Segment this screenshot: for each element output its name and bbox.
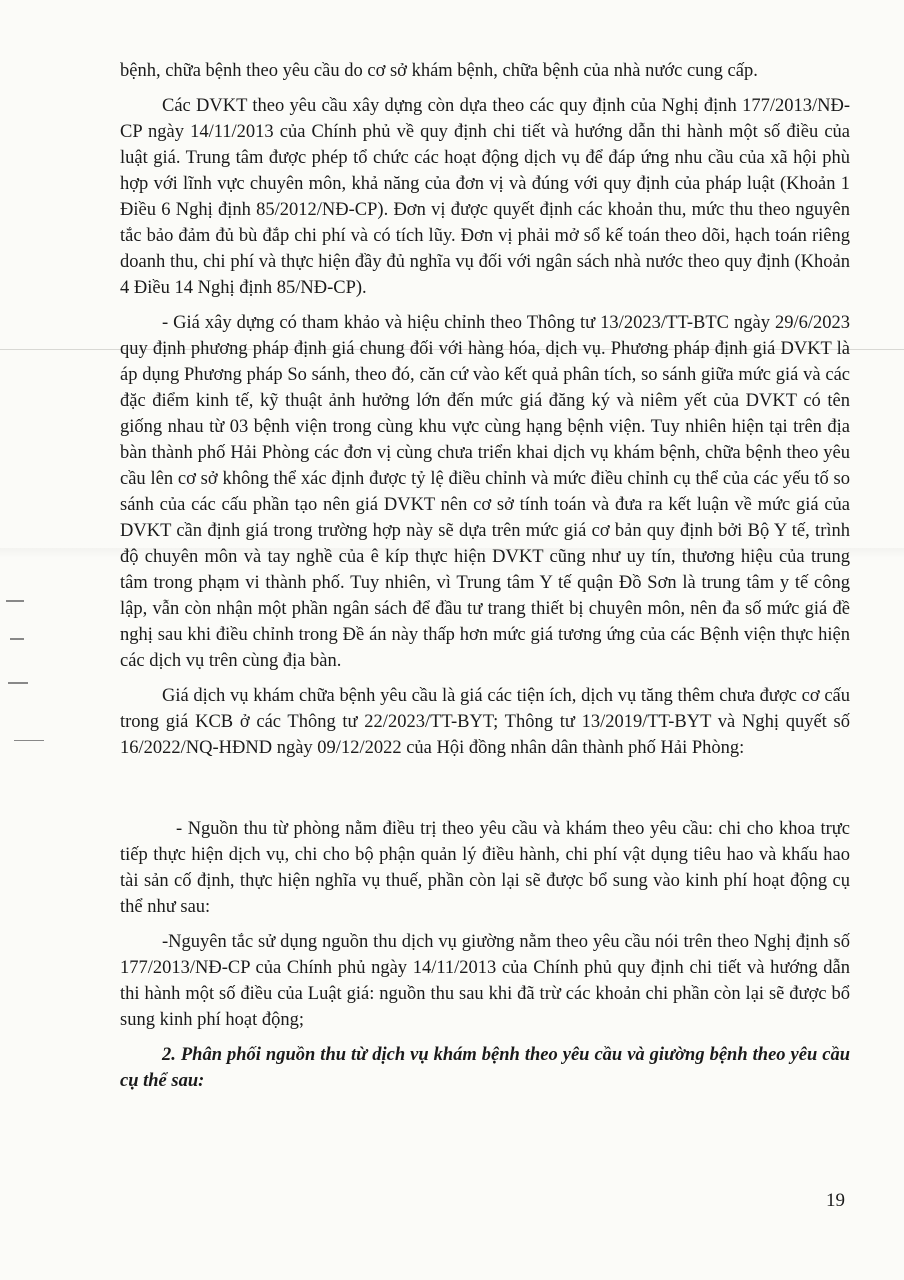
- paragraph-dvkt-basis: Các DVKT theo yêu cầu xây dựng còn dựa theo các quy định của Nghị định 177/2013/NĐ-CP ngày 14/11/2013 của Chính phủ về quy định chi tiết và hướng dẫn thi hành một số điều của luật giá. Trung tâm được phép tổ chức các hoạt động dịch vụ để đáp ứng nhu cầu của xã hội phù hợp với lĩnh vực chuyên môn, khả năng của đơn vị và đúng với quy định của pháp luật (Khoản 1 Điều 6 Nghị định 85/2012/NĐ-CP). Đơn vị được quyết định các khoản thu, mức thu theo nguyên tắc bảo đảm đủ bù đắp chi phí và có tích lũy. Đơn vị phải mở sổ kế toán theo dõi, hạch toán riêng doanh thu, chi phí và thực hiện đầy đủ nghĩa vụ đối với ngân sách nhà nước theo quy định (Khoản 4 Điều 14 Nghị định 85/NĐ-CP).: [120, 96, 850, 298]
- paragraph-usage-principle: -Nguyên tắc sử dụng nguồn thu dịch vụ giường nằm theo yêu cầu nói trên theo Nghị định số 177/2013/NĐ-CP của Chính phủ ngày 14/11/2013 của Chính phủ quy định chi tiết và hướng dẫn thi hành một số điều của Luật giá: nguồn thu sau khi đã trừ các khoản chi phần còn lại sẽ được bổ sung kinh phí hoạt động;: [120, 932, 850, 1030]
- paragraph-pricing-method: - Giá xây dựng có tham khảo và hiệu chỉnh theo Thông tư 13/2023/TT-BTC ngày 29/6/2023 quy định phương pháp định giá chung đối với hàng hóa, dịch vụ. Phương pháp định giá DVKT là áp dụng Phương pháp So sánh, theo đó, căn cứ vào kết quả phân tích, so sánh giữa mức giá và các đặc điểm kinh tế, kỹ thuật ảnh hưởng lớn đến mức giá đăng ký và niêm yết của DVKT có tên giống nhau từ 03 bệnh viện trong cùng khu vực cùng hạng bệnh viện. Tuy nhiên hiện tại trên địa bàn thành phố Hải Phòng các đơn vị cùng chưa triển khai dịch vụ khám bệnh, chữa bệnh theo yêu cầu lên cơ sở không thể xác định được tỷ lệ điều chỉnh và mức điều chỉnh cụ thể của các yếu tố so sánh của các cấu phần tạo nên giá DVKT nên cơ sở tính toán và đưa ra kết luận về mức giá của DVKT cần định giá trong trường hợp này sẽ dựa trên mức giá cơ bản quy định bởi Bộ Y tế, trình độ chuyên môn và tay nghề của ê kíp thực hiện DVKT cũng như uy tín, thương hiệu của trung tâm trong phạm vi thành phố. Tuy nhiên, vì Trung tâm Y tế quận Đồ Sơn là trung tâm y tế công lập, vẫn còn nhận một phần ngân sách để đầu tư trang thiết bị chuyên môn, nên đa số mức giá đề nghị sau khi điều chỉnh trong Đề án này thấp hơn mức giá tương ứng của các Bệnh viện thực hiện các dịch vụ trên cùng địa bàn.: [120, 313, 850, 671]
- blank-gap: [120, 770, 850, 816]
- paragraph-revenue-source: - Nguồn thu từ phòng nằm điều trị theo yêu cầu và khám theo yêu cầu: chi cho khoa trực tiếp thực hiện dịch vụ, chi cho bộ phận quản lý điều hành, chi phí vật dụng tiêu hao và khấu hao tài sản cố định, thực hiện nghĩa vụ thuế, phần còn lại sẽ được bổ sung vào kinh phí hoạt động cụ thể như sau:: [120, 819, 850, 917]
- paragraph-service-price: Giá dịch vụ khám chữa bệnh yêu cầu là giá các tiện ích, dịch vụ tăng thêm chưa được cơ cấu trong giá KCB ở các Thông tư 22/2023/TT-BYT; Thông tư 13/2019/TT-BYT và Nghị quyết số 16/2022/NQ-HĐND ngày 09/12/2022 của Hội đồng nhân dân thành phố Hải Phòng:: [120, 686, 850, 758]
- page-number: 19: [826, 1190, 845, 1211]
- margin-scan-marks: [0, 590, 60, 750]
- document-page: [120, 58, 850, 1103]
- paragraph-continuation: bệnh, chữa bệnh theo yêu cầu do cơ sở khám bệnh, chữa bệnh của nhà nước cung cấp.: [120, 61, 758, 81]
- section-heading: 2. Phân phối nguồn thu từ dịch vụ khám bệnh theo yêu cầu và giường bệnh theo yêu cầu cụ thể sau:: [120, 1045, 850, 1091]
